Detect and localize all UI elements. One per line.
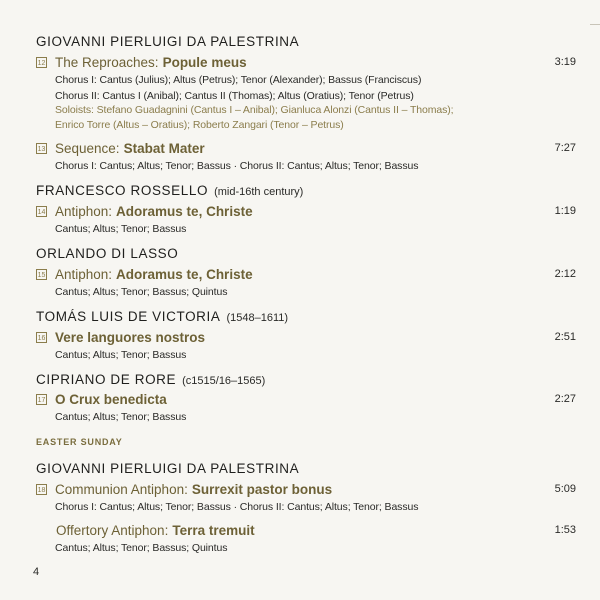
voices-line: Cantus; Altus; Tenor; Bassus; Quintus: [55, 286, 228, 298]
track-title: [55, 267, 576, 282]
voices-line: Cantus; Altus; Tenor; Bassus: [55, 349, 187, 361]
track-number: 17: [36, 394, 47, 405]
track-row: [36, 480, 576, 498]
composer-heading: [36, 246, 178, 261]
track-number: 13: [36, 143, 47, 154]
track-number: 12: [36, 57, 47, 68]
track-title: [55, 330, 576, 345]
composer-heading: [36, 309, 288, 324]
track-prefix: Offertory Antiphon:: [56, 522, 169, 538]
track-name: Adoramus te, Christe: [116, 266, 253, 282]
composer-name: TOMÁS LUIS DE VICTORIA: [36, 309, 221, 324]
track-duration: 1:53: [554, 524, 576, 536]
page-number: 4: [33, 566, 40, 578]
track-name: Stabat Mater: [123, 140, 205, 156]
composer-dates: (mid-16th century): [214, 186, 304, 198]
track-title: [55, 141, 576, 156]
composer-name: GIOVANNI PIERLUIGI DA PALESTRINA: [36, 461, 300, 476]
soloists-line: Enrico Torre (Altus – Oratius); Roberto Zangari (Tenor – Petrus): [55, 119, 344, 131]
composer-heading: [36, 34, 299, 49]
voices-line: Chorus I: Cantus; Altus; Tenor; Bassus · Chorus II: Cantus; Altus; Tenor; Bassus: [55, 501, 419, 513]
track-duration: 5:09: [554, 483, 576, 495]
soloists-line: Soloists: Stefano Guadagnini (Cantus I – Anibal); Gianluca Alonzi (Cantus II – Thomas);: [55, 104, 454, 116]
track-title: [56, 523, 576, 538]
track-row: [36, 328, 576, 346]
composer-dates: (1548–1611): [226, 312, 289, 324]
track-row: [36, 202, 576, 220]
track-duration: 2:51: [554, 331, 576, 343]
track-number: [36, 525, 48, 536]
track-name: Adoramus te, Christe: [116, 203, 253, 219]
voices-line: Chorus II: Cantus I (Anibal); Cantus II (Thomas); Altus (Oratius); Tenor (Petrus): [55, 90, 414, 102]
track-title: [55, 392, 576, 407]
track-row: [36, 53, 576, 71]
track-number: 15: [36, 269, 47, 280]
track-title: [55, 55, 576, 70]
track-name: Terra tremuit: [172, 522, 255, 538]
track-name: O Crux benedicta: [55, 391, 167, 407]
track-row: [36, 265, 576, 283]
track-title: [55, 204, 576, 219]
composer-name: GIOVANNI PIERLUIGI DA PALESTRINA: [36, 34, 300, 49]
track-row: [36, 521, 576, 539]
track-prefix: The Reproaches:: [55, 54, 159, 70]
track-name: Popule meus: [162, 54, 247, 70]
composer-name: FRANCESCO ROSSELLO: [36, 183, 209, 198]
track-duration: 7:27: [554, 142, 576, 154]
track-duration: 3:19: [554, 56, 576, 68]
track-row: [36, 139, 576, 157]
track-title: [55, 482, 576, 497]
track-duration: 2:27: [554, 393, 576, 405]
composer-heading: [36, 183, 303, 198]
track-number: 14: [36, 206, 47, 217]
voices-line: Chorus I: Cantus; Altus; Tenor; Bassus · Chorus II: Cantus; Altus; Tenor; Bassus: [55, 160, 419, 172]
track-prefix: Antiphon:: [55, 203, 113, 219]
track-number: 18: [36, 484, 47, 495]
track-number: 16: [36, 332, 47, 343]
composer-heading: [36, 372, 265, 387]
voices-line: Cantus; Altus; Tenor; Bassus: [55, 411, 187, 423]
track-prefix: Communion Antiphon:: [55, 481, 188, 497]
track-name: Surrexit pastor bonus: [191, 481, 333, 497]
composer-name: CIPRIANO DE RORE: [36, 372, 177, 387]
track-prefix: Sequence:: [55, 140, 120, 156]
voices-line: Cantus; Altus; Tenor; Bassus: [55, 223, 187, 235]
voices-line: Chorus I: Cantus (Julius); Altus (Petrus); Tenor (Alexander); Bassus (Franciscus): [55, 74, 422, 86]
track-duration: 1:19: [554, 205, 576, 217]
composer-name: ORLANDO DI LASSO: [36, 246, 179, 261]
track-prefix: Antiphon:: [55, 266, 113, 282]
fold-mark: [590, 24, 600, 25]
voices-line: Cantus; Altus; Tenor; Bassus; Quintus: [55, 542, 228, 554]
section-label: EASTER SUNDAY: [36, 437, 123, 447]
composer-heading: [36, 461, 299, 476]
track-name: Vere languores nostros: [55, 329, 206, 345]
composer-dates: (c1515/16–1565): [182, 375, 266, 387]
track-duration: 2:12: [554, 268, 576, 280]
track-row: [36, 390, 576, 408]
